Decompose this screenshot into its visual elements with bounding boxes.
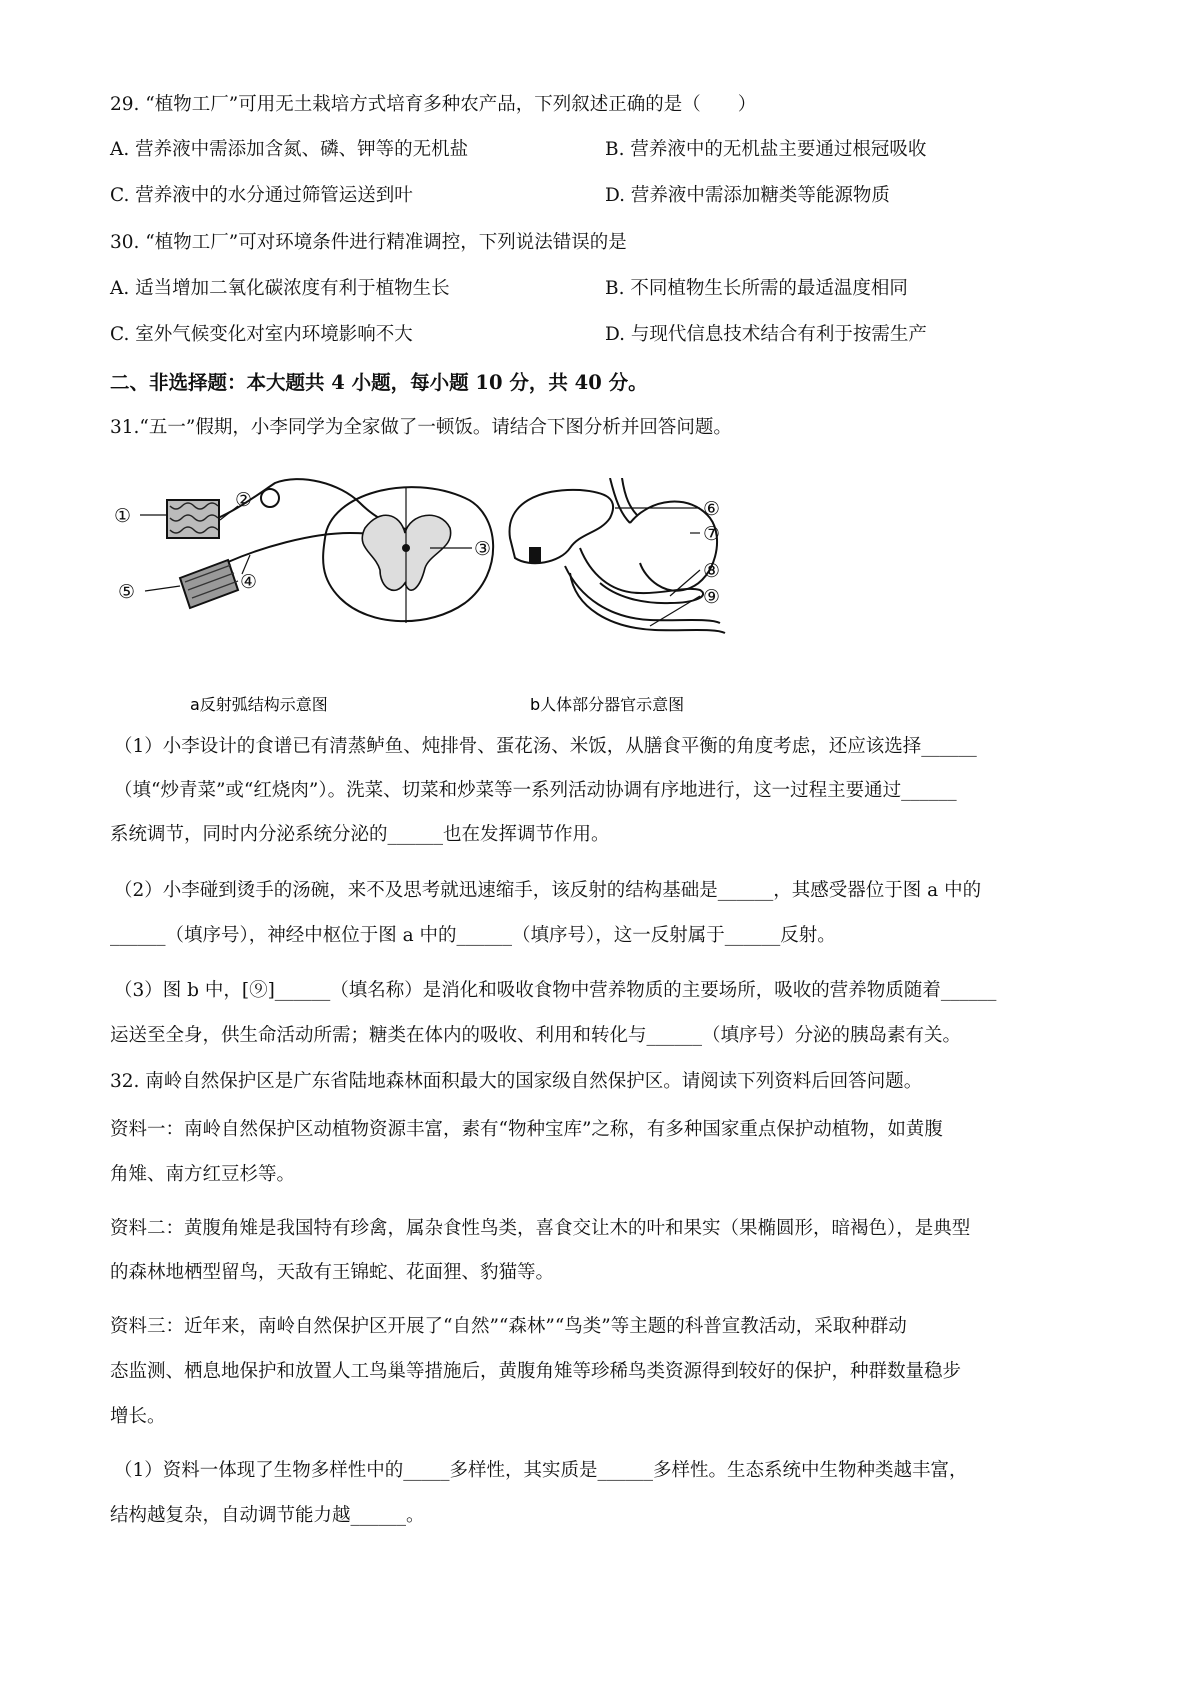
caption-b: b人体部分器官示意图	[530, 695, 685, 714]
q31-part1-line3: 系统调节，同时内分泌系统分泌的______也在发挥调节作用。	[110, 824, 610, 845]
q32-part1-line1: （1）资料一体现了生物多样性中的_____多样性，其实质是______多样性。生态系统中生物种类越丰富，	[114, 1460, 968, 1481]
label-6: ⑥	[703, 498, 721, 520]
q32-material2-line2: 的森林地栖型留鸟，天敌有王锦蛇、花面狸、豹猫等。	[110, 1262, 555, 1283]
pancreas	[580, 548, 703, 603]
label-8: ⑧	[703, 560, 721, 582]
q29-stem: 29. “植物工厂”可用无土栽培方式培育多种农产品，下列叙述正确的是（ ）	[110, 94, 757, 115]
caption-a: a反射弧结构示意图	[190, 695, 328, 714]
q30-option-d: D. 与现代信息技术结合有利于按需生产	[605, 324, 927, 345]
q30-option-a: A. 适当增加二氧化碳浓度有利于植物生长	[110, 278, 450, 299]
q31-part2-line2: ______（填序号），神经中枢位于图 a 中的______（填序号），这一反射属于______反射。	[110, 925, 836, 946]
q30-option-c: C. 室外气候变化对室内环境影响不大	[110, 324, 413, 345]
q32-stem: 32. 南岭自然保护区是广东省陆地森林面积最大的国家级自然保护区。请阅读下列资料后回答问题。	[110, 1071, 923, 1092]
q31-part3-line2: 运送至全身，供生命活动所需；糖类在体内的吸收、利用和转化与______（填序号）分泌的胰岛素有关。	[110, 1025, 962, 1046]
q31-part1-line1: （1）小李设计的食谱已有清蒸鲈鱼、炖排骨、蛋花汤、米饭，从膳食平衡的角度考虑，还应该选择______	[114, 736, 977, 757]
q32-material3-line3: 增长。	[110, 1406, 166, 1427]
section-heading: 二、非选择题：本大题共 4 小题，每小题 10 分，共 40 分。	[110, 371, 648, 394]
label-4: ④	[240, 571, 258, 593]
label-3: ③	[474, 538, 492, 560]
label-9: ⑨	[703, 586, 721, 608]
reflex-arc-diagram	[140, 479, 493, 623]
q29-option-a: A. 营养液中需添加含氮、磷、钾等的无机盐	[110, 139, 469, 160]
q31-stem: 31.“五一”假期，小李同学为全家做了一顿饭。请结合下图分析并回答问题。	[110, 417, 732, 438]
q32-part1-line2: 结构越复杂，自动调节能力越______。	[110, 1505, 425, 1526]
q30-option-b: B. 不同植物生长所需的最适温度相同	[605, 278, 908, 299]
digestive-organs-diagram	[510, 478, 725, 633]
q29-option-b: B. 营养液中的无机盐主要通过根冠吸收	[605, 139, 927, 160]
q29-option-d: D. 营养液中需添加糖类等能源物质	[605, 185, 890, 206]
q31-part2-line1: （2）小李碰到烫手的汤碗，来不及思考就迅速缩手，该反射的结构基础是______，其感受器位于图 a 中的	[114, 880, 982, 901]
q31-part3-line1: （3）图 b 中，[⑨]______（填名称）是消化和吸收食物中营养物质的主要场所，吸收的营养物质随着______	[114, 980, 997, 1001]
q31-part1-line2: （填“炒青菜”或“红烧肉”）。洗菜、切菜和炒菜等一系列活动协调有序地进行，这一过程主要通过______	[114, 780, 957, 801]
label-1: ①	[114, 505, 132, 527]
q32-material1-line1: 资料一：南岭自然保护区动植物资源丰富，素有“物种宝库”之称，有多种国家重点保护动植物，如黄腹	[110, 1119, 943, 1140]
liver	[510, 490, 614, 563]
q32-material3-line2: 态监测、栖息地保护和放置人工鸟巢等措施后，黄腹角雉等珍稀鸟类资源得到较好的保护，种群数量稳步	[110, 1361, 962, 1382]
q31-figure	[110, 478, 790, 716]
q32-material1-line2: 角雉、南方红豆杉等。	[110, 1164, 296, 1185]
q29-option-c: C. 营养液中的水分通过筛管运送到叶	[110, 185, 413, 206]
label-7: ⑦	[703, 523, 721, 545]
q30-stem: 30. “植物工厂”可对环境条件进行精准调控，下列说法错误的是	[110, 232, 627, 253]
label-2: ②	[235, 489, 253, 511]
q32-material2-line1: 资料二：黄腹角雉是我国特有珍禽，属杂食性鸟类，喜食交让木的叶和果实（果椭圆形，暗褐色），是典型	[110, 1218, 971, 1239]
q32-material3-line1: 资料三：近年来，南岭自然保护区开展了“自然”“森林”“鸟类”等主题的科普宣教活动，采取种群动	[110, 1316, 907, 1337]
label-5: ⑤	[118, 581, 136, 603]
